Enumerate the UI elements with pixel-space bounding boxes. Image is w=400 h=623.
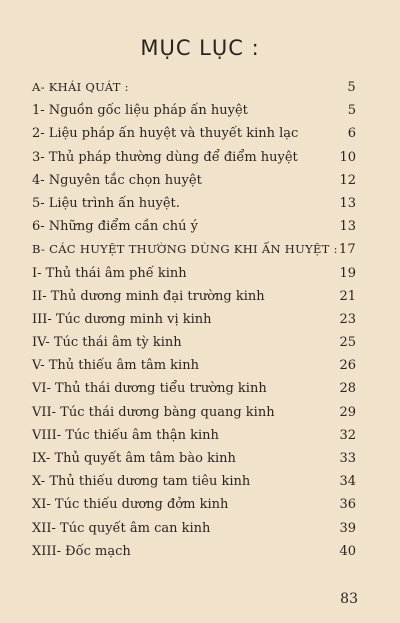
toc-entry	[32, 517, 356, 540]
toc-entry	[32, 146, 356, 169]
toc-entry	[32, 331, 356, 354]
toc-label: III- Túc dương minh vị kinh	[32, 311, 212, 327]
toc-label: 2- Liệu pháp ấn huyệt và thuyết kinh lạc	[32, 126, 299, 142]
toc-label: V- Thủ thiếu âm tâm kinh	[32, 358, 199, 374]
toc-label: B- CÁC HUYỆT THƯỜNG DÙNG KHI ẤN HUYỆT :	[32, 242, 338, 257]
toc-page: 13	[339, 195, 356, 211]
toc-label: VI- Thủ thái dương tiểu trường kinh	[32, 381, 267, 397]
toc-entry	[32, 470, 356, 493]
toc-entry	[32, 122, 356, 145]
toc-entry	[32, 308, 356, 331]
toc-entry	[32, 401, 356, 424]
toc-entry	[32, 169, 356, 192]
toc-page: 6	[347, 126, 356, 142]
toc-page: 13	[339, 219, 356, 235]
toc-page: 17	[338, 242, 356, 258]
toc-entry	[32, 285, 356, 308]
toc-page: 25	[339, 335, 356, 351]
toc-label: 3- Thủ pháp thường dùng để điểm huyệt	[32, 149, 298, 165]
toc-page: 36	[339, 497, 356, 513]
toc-label: I- Thủ thái âm phế kinh	[32, 265, 187, 281]
toc-page: 29	[339, 404, 356, 420]
toc-page: 34	[339, 474, 356, 490]
page-title: MỤC LỤC :	[140, 36, 260, 60]
toc-page: 39	[339, 520, 356, 536]
toc-entry	[32, 238, 356, 261]
toc-page: 26	[339, 358, 356, 374]
toc-label: XIII- Đốc mạch	[32, 543, 131, 559]
toc-label: 4- Nguyên tắc chọn huyệt	[32, 172, 202, 188]
toc-label: XII- Túc quyết âm can kinh	[32, 520, 211, 536]
toc-page: 32	[339, 427, 356, 443]
toc-label: X- Thủ thiếu dương tam tiêu kinh	[32, 474, 251, 490]
toc-entry	[32, 540, 356, 563]
toc-entry	[32, 424, 356, 447]
toc-page: 10	[339, 149, 356, 165]
toc-page: 23	[339, 311, 356, 327]
toc-entry	[32, 192, 356, 215]
toc-entry	[32, 377, 356, 400]
toc-page: 33	[339, 451, 356, 466]
toc-entry	[32, 493, 356, 516]
toc-label: IX- Thủ quyết âm tâm bào kinh	[32, 451, 236, 466]
toc-page: 5	[347, 80, 356, 95]
toc-entry	[32, 76, 356, 99]
toc-label: 6- Những điểm cần chú ý	[32, 219, 198, 235]
toc-label: VIII- Túc thiếu âm thận kinh	[32, 427, 219, 443]
toc-page: 28	[339, 381, 356, 397]
toc-label: VII- Túc thái dương bàng quang kinh	[32, 404, 275, 420]
toc-label: A- KHÁI QUÁT :	[32, 80, 129, 94]
toc-entry	[32, 262, 356, 285]
toc-page: 5	[347, 103, 356, 119]
toc-page: 21	[339, 288, 356, 304]
toc-page: 12	[339, 172, 356, 188]
toc-page: 19	[339, 265, 356, 281]
toc-entry	[32, 447, 356, 470]
toc-entry	[32, 99, 356, 122]
table-of-contents	[32, 76, 356, 563]
toc-entry	[32, 215, 356, 238]
toc-label: II- Thủ dương minh đại trường kinh	[32, 288, 265, 304]
toc-label: 1- Nguồn gốc liệu pháp ấn huyệt	[32, 103, 248, 119]
toc-label: 5- Liệu trình ấn huyệt.	[32, 195, 180, 211]
toc-page: 40	[339, 543, 356, 559]
toc-label: IV- Túc thái âm tỳ kinh	[32, 335, 182, 351]
page-number: 83	[340, 591, 358, 607]
toc-label: XI- Túc thiếu dương đởm kinh	[32, 497, 229, 513]
toc-entry	[32, 354, 356, 377]
